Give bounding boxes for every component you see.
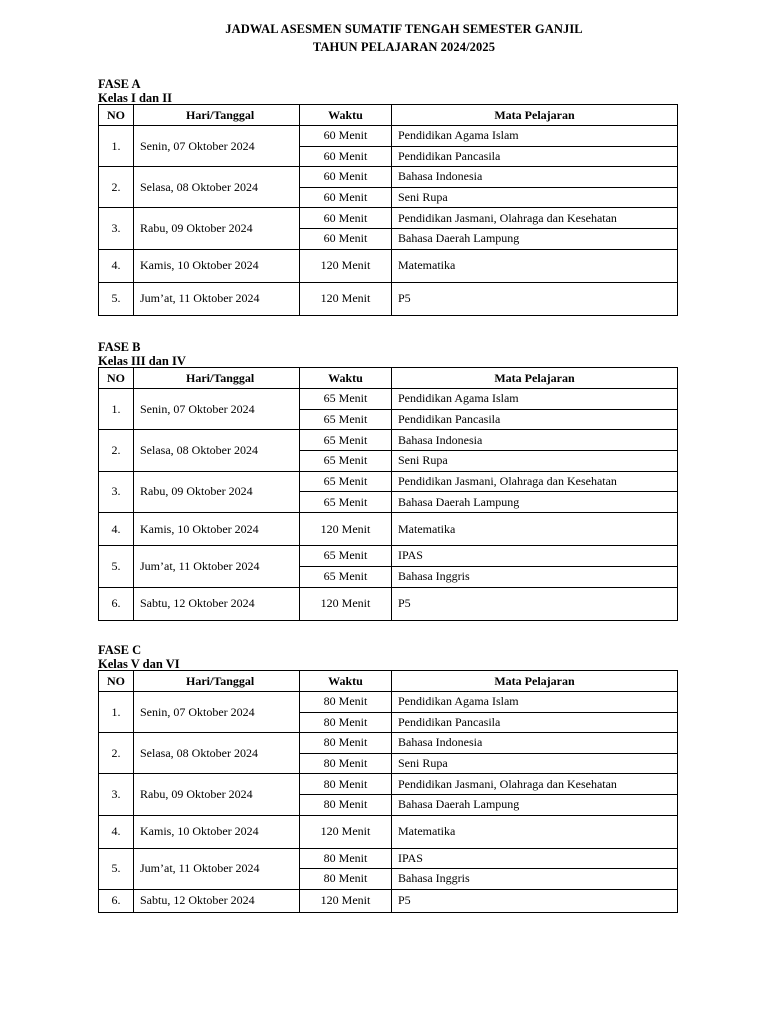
day-date: Kamis, 10 Oktober 2024 — [134, 815, 300, 848]
table-row — [99, 848, 678, 869]
header-waktu: Waktu — [300, 671, 392, 692]
table-header-row — [99, 671, 678, 692]
day-date: Jum’at, 11 Oktober 2024 — [134, 546, 300, 587]
duration-cell: 65 Menit — [300, 451, 392, 472]
schedule-table — [98, 367, 678, 621]
duration-cell: 65 Menit — [300, 389, 392, 410]
subject-cell: Bahasa Indonesia — [392, 167, 678, 188]
day-number: 4. — [99, 815, 134, 848]
table-row — [99, 430, 678, 451]
schedule-table — [98, 104, 678, 316]
day-date: Rabu, 09 Oktober 2024 — [134, 471, 300, 512]
subject-cell: Pendidikan Agama Islam — [392, 692, 678, 713]
duration-cell: 60 Menit — [300, 187, 392, 208]
duration-cell: 60 Menit — [300, 167, 392, 188]
document-subtitle: TAHUN PELAJARAN 2024/2025 — [312, 40, 496, 54]
table-row — [99, 815, 678, 848]
duration-cell: 80 Menit — [300, 692, 392, 713]
day-number: 4. — [99, 249, 134, 282]
day-number: 3. — [99, 208, 134, 249]
duration-cell: 65 Menit — [300, 492, 392, 513]
duration-cell: 80 Menit — [300, 753, 392, 774]
subject-cell: Pendidikan Jasmani, Olahraga dan Kesehatan — [392, 208, 678, 229]
day-date: Jum’at, 11 Oktober 2024 — [134, 282, 300, 315]
table-row — [99, 167, 678, 188]
table-row — [99, 126, 678, 147]
day-date: Senin, 07 Oktober 2024 — [134, 126, 300, 167]
document-title: JADWAL ASESMEN SUMATIF TENGAH SEMESTER GANJIL — [225, 22, 583, 36]
duration-cell: 120 Menit — [300, 587, 392, 620]
duration-cell: 80 Menit — [300, 848, 392, 869]
class-label: Kelas V dan VI — [98, 657, 180, 671]
header-hari: Hari/Tanggal — [134, 671, 300, 692]
day-number: 6. — [99, 889, 134, 912]
duration-cell: 120 Menit — [300, 513, 392, 546]
day-number: 2. — [99, 733, 134, 774]
duration-cell: 65 Menit — [300, 546, 392, 567]
day-number: 1. — [99, 692, 134, 733]
day-date: Sabtu, 12 Oktober 2024 — [134, 889, 300, 912]
subject-cell: Bahasa Inggris — [392, 869, 678, 890]
duration-cell: 80 Menit — [300, 712, 392, 733]
table-row — [99, 208, 678, 229]
duration-cell: 60 Menit — [300, 228, 392, 249]
schedule-table — [98, 670, 678, 913]
header-no: NO — [99, 368, 134, 389]
table-row — [99, 587, 678, 620]
day-number: 1. — [99, 126, 134, 167]
day-date: Kamis, 10 Oktober 2024 — [134, 249, 300, 282]
phase-heading — [98, 643, 180, 671]
duration-cell: 80 Menit — [300, 869, 392, 890]
table-row — [99, 513, 678, 546]
subject-cell: P5 — [392, 889, 678, 912]
duration-cell: 65 Menit — [300, 409, 392, 430]
day-number: 4. — [99, 513, 134, 546]
day-number: 6. — [99, 587, 134, 620]
subject-cell: P5 — [392, 587, 678, 620]
header-hari: Hari/Tanggal — [134, 105, 300, 126]
table-row — [99, 471, 678, 492]
subject-cell: Seni Rupa — [392, 451, 678, 472]
day-date: Jum’at, 11 Oktober 2024 — [134, 848, 300, 889]
subject-cell: Bahasa Daerah Lampung — [392, 492, 678, 513]
duration-cell: 80 Menit — [300, 774, 392, 795]
table-row — [99, 889, 678, 912]
subject-cell: P5 — [392, 282, 678, 315]
class-label: Kelas I dan II — [98, 91, 172, 105]
subject-cell: Bahasa Indonesia — [392, 733, 678, 754]
duration-cell: 65 Menit — [300, 471, 392, 492]
day-date: Senin, 07 Oktober 2024 — [134, 389, 300, 430]
table-header-row — [99, 105, 678, 126]
subject-cell: Pendidikan Agama Islam — [392, 389, 678, 410]
subject-cell: IPAS — [392, 848, 678, 869]
duration-cell: 65 Menit — [300, 566, 392, 587]
header-waktu: Waktu — [300, 368, 392, 389]
duration-cell: 65 Menit — [300, 430, 392, 451]
subject-cell: Pendidikan Jasmani, Olahraga dan Kesehatan — [392, 471, 678, 492]
subject-cell: Matematika — [392, 513, 678, 546]
day-date: Kamis, 10 Oktober 2024 — [134, 513, 300, 546]
table-row — [99, 692, 678, 713]
phase-heading — [98, 340, 186, 368]
table-row — [99, 546, 678, 567]
subject-cell: Bahasa Daerah Lampung — [392, 228, 678, 249]
header-no: NO — [99, 105, 134, 126]
day-number: 2. — [99, 167, 134, 208]
day-number: 3. — [99, 774, 134, 815]
subject-cell: Bahasa Inggris — [392, 566, 678, 587]
day-number: 5. — [99, 546, 134, 587]
day-date: Selasa, 08 Oktober 2024 — [134, 430, 300, 471]
duration-cell: 120 Menit — [300, 249, 392, 282]
header-no: NO — [99, 671, 134, 692]
subject-cell: IPAS — [392, 546, 678, 567]
day-date: Rabu, 09 Oktober 2024 — [134, 208, 300, 249]
subject-cell: Seni Rupa — [392, 753, 678, 774]
table-row — [99, 733, 678, 754]
table-row — [99, 249, 678, 282]
duration-cell: 60 Menit — [300, 126, 392, 147]
day-date: Senin, 07 Oktober 2024 — [134, 692, 300, 733]
table-row — [99, 389, 678, 410]
day-date: Sabtu, 12 Oktober 2024 — [134, 587, 300, 620]
day-date: Rabu, 09 Oktober 2024 — [134, 774, 300, 815]
subject-cell: Pendidikan Jasmani, Olahraga dan Kesehatan — [392, 774, 678, 795]
subject-cell: Pendidikan Agama Islam — [392, 126, 678, 147]
day-number: 1. — [99, 389, 134, 430]
table-row — [99, 774, 678, 795]
duration-cell: 60 Menit — [300, 208, 392, 229]
header-mapel: Mata Pelajaran — [392, 671, 678, 692]
header-mapel: Mata Pelajaran — [392, 368, 678, 389]
subject-cell: Pendidikan Pancasila — [392, 712, 678, 733]
subject-cell: Bahasa Daerah Lampung — [392, 794, 678, 815]
phase-label: FASE A — [98, 77, 141, 91]
day-number: 2. — [99, 430, 134, 471]
day-number: 5. — [99, 282, 134, 315]
table-header-row — [99, 368, 678, 389]
duration-cell: 80 Menit — [300, 733, 392, 754]
header-mapel: Mata Pelajaran — [392, 105, 678, 126]
duration-cell: 120 Menit — [300, 889, 392, 912]
subject-cell: Matematika — [392, 815, 678, 848]
subject-cell: Bahasa Indonesia — [392, 430, 678, 451]
table-row — [99, 282, 678, 315]
phase-label: FASE C — [98, 643, 142, 657]
subject-cell: Matematika — [392, 249, 678, 282]
subject-cell: Pendidikan Pancasila — [392, 409, 678, 430]
day-date: Selasa, 08 Oktober 2024 — [134, 167, 300, 208]
phase-heading — [98, 77, 172, 105]
day-number: 5. — [99, 848, 134, 889]
duration-cell: 120 Menit — [300, 815, 392, 848]
day-date: Selasa, 08 Oktober 2024 — [134, 733, 300, 774]
class-label: Kelas III dan IV — [98, 354, 186, 368]
duration-cell: 120 Menit — [300, 282, 392, 315]
duration-cell: 60 Menit — [300, 146, 392, 167]
duration-cell: 80 Menit — [300, 794, 392, 815]
phase-label: FASE B — [98, 340, 141, 354]
subject-cell: Pendidikan Pancasila — [392, 146, 678, 167]
day-number: 3. — [99, 471, 134, 512]
header-waktu: Waktu — [300, 105, 392, 126]
header-hari: Hari/Tanggal — [134, 368, 300, 389]
subject-cell: Seni Rupa — [392, 187, 678, 208]
